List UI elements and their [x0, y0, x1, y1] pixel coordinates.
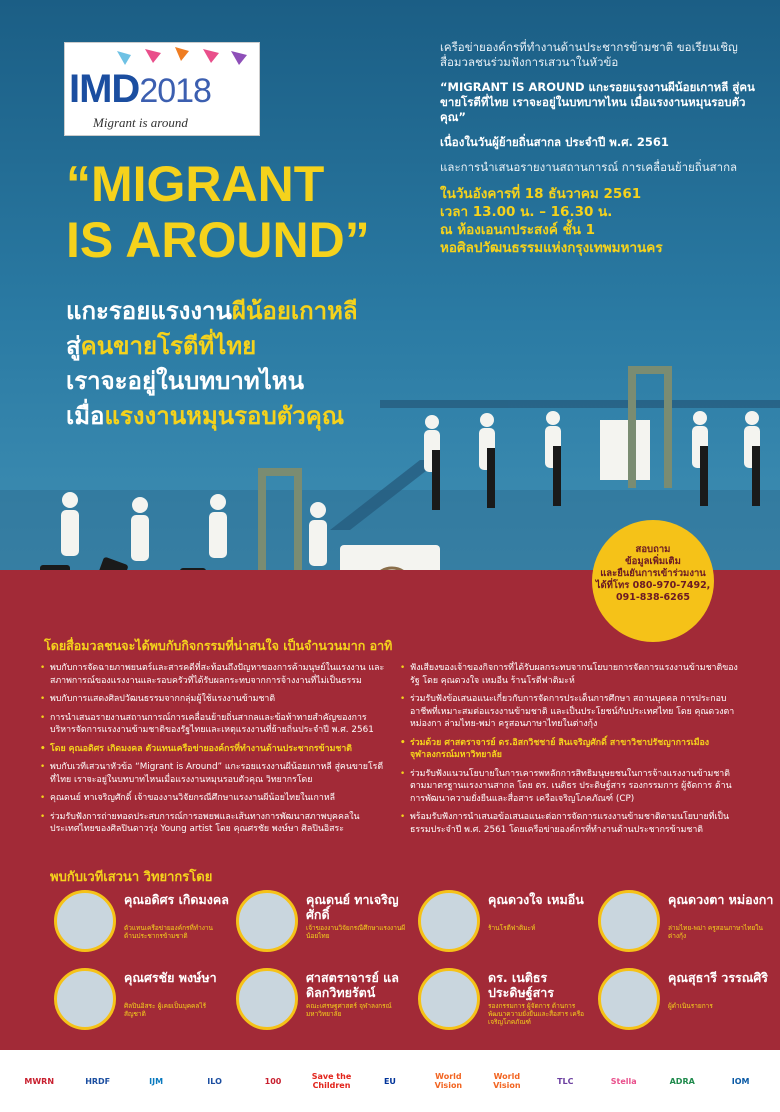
event-venue-1: ณ ห้องเอนกประสงค์ ชั้น 1	[440, 222, 596, 238]
partner-logo: 100	[264, 1076, 282, 1086]
list-item: • ร่วมรับฟังแนวนโยบายในการเคารพหลักการสิทธิมนุษยชนในการจ้างแรงงานข้ามชาติ ตามมาตรฐานแรงงานสากล โดย ดร. เนติธร ประดิษฐ์สาร รองกรรมการ ผู้จัดการ ด้านการพัฒนาความยั่งยืนและสื่อสาร เครือเจริญโภคภัณฑ์ (CP)	[400, 768, 745, 806]
partner-logo: ADRA	[669, 1076, 695, 1086]
speaker-role: ร้านโรตีฟาติมะห์	[488, 924, 536, 932]
partner-logo: IOM	[731, 1076, 750, 1086]
invite-report: และการนำเสนอรายงานสถานการณ์ การเคลื่อนย้ายถิ่นสากล	[440, 160, 738, 174]
partner-logo: ILO	[207, 1076, 222, 1086]
avatar	[598, 968, 660, 1030]
speaker-card	[418, 890, 598, 956]
imd-logo	[64, 42, 260, 136]
speaker-card	[54, 968, 234, 1034]
badge-line-1: สอบถาม	[635, 544, 671, 555]
speaker-card	[598, 890, 778, 956]
subtitle-line-2: สู่คนขายโรตีที่ไทย	[66, 332, 257, 360]
event-date: ในวันอังคารที่ 18 ธันวาคม 2561	[440, 186, 642, 202]
invitation-block	[440, 40, 760, 257]
event-time: เวลา 13.00 น. – 16.30 น.	[440, 204, 613, 220]
activities-right-list	[400, 662, 745, 842]
partner-logo: World Vision	[493, 1072, 521, 1090]
avatar	[418, 968, 480, 1030]
list-item: • พบกับการแสดงศิลปวัฒนธรรมจากกลุ่มผู้ใช้แรงงานข้ามชาติ	[40, 693, 385, 706]
speaker-role: ล่ามไทย-พม่า ครูสอนภาษาไทยในต่างกุ้ง	[668, 924, 763, 940]
badge-phone-1: ได้ที่โทร 080-970-7492,	[595, 580, 711, 591]
list-item: • พร้อมรับฟังการนำเสนอข้อเสนอแนะต่อการจัดการแรงงานข้ามชาติตามนโยบายที่เป็นธรรมประจำปี พ.ศ. 2561 โดยเครือข่ายองค์กรที่ทำงานด้านประชากรข้ามชาติ	[400, 811, 745, 836]
speaker-name: ศาสตราจารย์ แล ดิลกวิทยรัตน์	[306, 970, 399, 1000]
list-item: • พบกับการจัดฉายภาพยนตร์และสารคดีที่สะท้อนถึงปัญหาของการค้ามนุษย์ในแรงงาน และสภาพการณ์ของแรงงานและรอบครัวที่ได้รับผลกระทบจากการจ้างงานที่ไม่เป็นธรรม	[40, 662, 385, 687]
partner-logos-bar	[0, 1050, 780, 1112]
subtitle-line-1: แกะรอยแรงงานผีน้อยเกาหลี	[66, 297, 358, 325]
list-item: • ร่วมรับฟังข้อเสนอแนะเกี่ยวกับการจัดการประเด็นการศึกษา สถานบุคคล การประกอบอาชีพที่เหมาะสมต่อแรงงานข้ามชาติ และเป็นประโยชน์กับประเทศไทย โดย คุณดวงตา หม่องกา ล่ามไทย-พม่า ครูสอนภาษาไทยในต่างกุ้ง	[400, 693, 745, 731]
speaker-card	[54, 890, 234, 956]
subtitle-line-4: เมื่อแรงงานหมุนรอบตัวคุณ	[66, 402, 345, 430]
speaker-card	[418, 968, 598, 1034]
speaker-card	[598, 968, 778, 1034]
badge-line-3: และยืนยันการเข้าร่วมงาน	[600, 568, 706, 579]
avatar	[236, 890, 298, 952]
speaker-name: ดร. เนติธร ประดิษฐ์สาร	[488, 970, 554, 1000]
partner-logo: Stella	[610, 1076, 637, 1086]
speaker-role: คณะเศรษฐศาสตร์ จุฬาลงกรณ์มหาวิทยาลัย	[306, 1002, 392, 1018]
speaker-name: คุณอดิศร เกิดมงคล	[124, 892, 229, 907]
list-item: • การนำเสนอรายงานสถานการณ์การเคลื่อนย้ายถิ่นสากลและข้อท้าทายสำคัญของการบริหารจัดการแรงงานข้ามชาติของรัฐไทยและเหตุแรงงานที่ย้ายถิ่นประจำปี พ.ศ. 2561	[40, 712, 385, 737]
speaker-name: คุณสุธารี วรรณศิริ	[668, 970, 768, 985]
speaker-name: คุณดวงใจ เหมอีน	[488, 892, 584, 907]
contact-badge	[592, 520, 714, 642]
speaker-card	[236, 968, 416, 1034]
badge-phone-2: 091-838-6265	[616, 592, 690, 603]
partner-logo: World Vision	[434, 1072, 463, 1090]
list-item: • ร่วมด้วย ศาสตราจารย์ ดร.อิสกวิชชาย์ สินเจริญศักดิ์ สาขาวิชาปรัชญาการเมือง จุฬาลงกรณ์มหาวิทยาลัย	[400, 737, 745, 762]
list-item: • คุณดนย์ ทาเจริญศักดิ์ เจ้าของงานวิจัยกรณีศึกษาแรงงานผีน้อยไทยในเกาหลี	[40, 792, 385, 805]
butterflies-icon	[105, 45, 255, 69]
partner-logo: TLC	[557, 1076, 574, 1086]
invite-occasion: เนื่องในวันผู้ย้ายถิ่นสากล ประจำปี พ.ศ. 2561	[440, 135, 669, 149]
logo-text: IMD2018	[69, 67, 211, 111]
partner-logo: HRDF	[85, 1076, 111, 1086]
headline-line-2: IS AROUND”	[66, 212, 370, 268]
logo-tagline: Migrant is around	[93, 115, 188, 130]
partner-logo: MWRN	[24, 1076, 55, 1086]
speakers-title: พบกับเวทีเสวนา วิทยากรโดย	[50, 870, 213, 885]
invite-topic: “MIGRANT IS AROUND แกะรอยแรงงานผีน้อยเกาหลี สู่คนขายโรตีที่ไทย เราจะอยู่ในบทบาทไหน เมื่อแรงงานหมุนรอบตัวคุณ”	[440, 80, 755, 124]
subtitle-block	[66, 294, 358, 434]
headline-line-1: “MIGRANT	[66, 156, 325, 212]
avatar	[236, 968, 298, 1030]
list-item: • โดย คุณอดิศร เกิดมงคล ตัวแทนเครือข่ายองค์กรที่ทำงานด้านประชากรข้ามชาติ	[40, 743, 385, 756]
speaker-role: ผู้ดำเนินรายการ	[668, 1002, 713, 1010]
speaker-role: รองกรรมการ ผู้จัดการ ด้านการพัฒนาความยั่งยืนและสื่อสาร เครือเจริญโภคภัณฑ์	[488, 1002, 585, 1026]
avatar	[598, 890, 660, 952]
avatar	[418, 890, 480, 952]
avatar	[54, 968, 116, 1030]
subtitle-line-3: เราจะอยู่ในบทบาทไหน	[66, 367, 305, 395]
speaker-name: คุณดวงตา หม่องกา	[668, 892, 774, 907]
invite-intro: เครือข่ายองค์กรที่ทำงานด้านประชากรข้ามชาติ ขอเรียนเชิญสื่อมวลชนร่วมฟังการเสวนาในหัวข้อ	[440, 40, 738, 69]
badge-line-2: ข้อมูลเพิ่มเติม	[625, 556, 681, 567]
activities-left-list	[40, 662, 385, 842]
list-item: • ฟังเสียงของเจ้าของกิจการที่ได้รับผลกระทบจากนโยบายการจัดการแรงงานข้ามชาติของรัฐ โดย คุณดวงใจ เหมอีน ร้านโรตีฟาติมะห์	[400, 662, 745, 687]
speaker-card	[236, 890, 416, 956]
speaker-role: ศิลปินอิสระ ผู้เคยเป็นบุคคลไร้สัญชาติ	[124, 1002, 207, 1018]
speaker-role: เจ้าของงานวิจัยกรณีศึกษาแรงงานผีน้อยไทย	[306, 924, 406, 940]
speaker-role: ตัวแทนเครือข่ายองค์กรที่ทำงานด้านประชากรข้ามชาติ	[124, 924, 213, 940]
list-item: • ร่วมรับฟังการถ่ายทอดประสบการณ์การอพยพและเส้นทางการพัฒนาสภาพบุคคลในประเทศไทยของศิลปินดาวรุ่ง Young artist โดย คุณศรชัย พงษ์ษา ศิลปินอิสระ	[40, 811, 385, 836]
avatar	[54, 890, 116, 952]
partner-logo: IJM	[149, 1076, 164, 1086]
headline	[66, 156, 370, 268]
speaker-name: คุณดนย์ ทาเจริญศักดิ์	[306, 892, 399, 922]
activities-intro: โดยสื่อมวลชนจะได้พบกับกิจกรรมที่น่าสนใจ เป็นจำนวนมาก อาทิ	[44, 638, 393, 653]
partner-logo: Save the Children	[311, 1072, 352, 1090]
partner-logo: EU	[383, 1076, 396, 1086]
speaker-name: คุณศรชัย พงษ์ษา	[124, 970, 217, 985]
event-venue-2: หอศิลปวัฒนธรรมแห่งกรุงเทพมหานคร	[440, 240, 663, 256]
list-item: • พบกับเวทีเสวนาหัวข้อ “Migrant is Around” แกะรอยแรงงานผีน้อยเกาหลี สู่คนขายโรตีที่ไทย เราจะอยู่ในบทบาทไหนเมื่อแรงงานหมุนรอบตัวคุณ วิทยากรโดย	[40, 761, 385, 786]
